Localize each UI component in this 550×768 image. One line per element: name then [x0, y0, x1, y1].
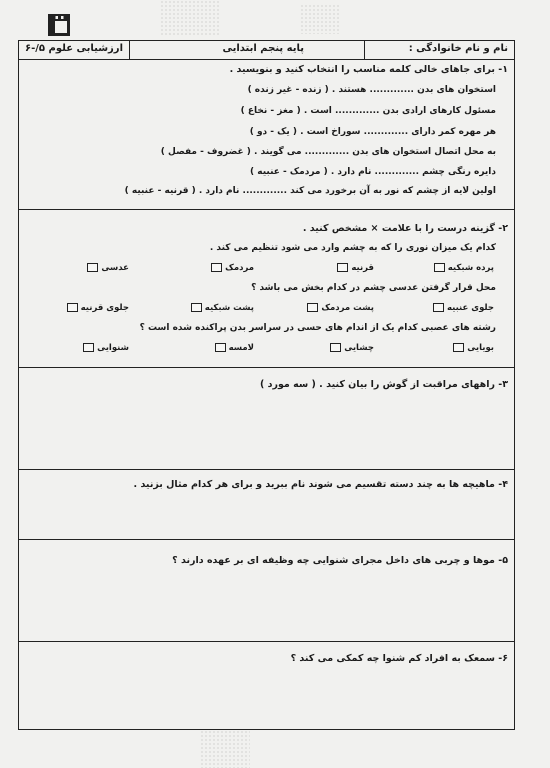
q2-option-label: عدسی — [101, 263, 129, 273]
q2-option[interactable] — [80, 343, 129, 353]
q2-option[interactable] — [334, 263, 374, 273]
q2-option[interactable] — [208, 263, 254, 273]
q2-option-label: لامسه — [228, 343, 254, 353]
q2-option-label: پشت مردمک — [321, 303, 374, 313]
section-divider — [19, 641, 514, 642]
q4-title: ۴- ماهیچه ها به چند دسته تقسیم می شوند نام ببرید و برای هر کدام مثال بزنید . — [133, 479, 508, 490]
header-divider — [129, 41, 130, 59]
q1-item: استخوان های بدن ............. هستند . ( زنده - غیر زنده ) — [247, 85, 496, 95]
q2-question: رشته های عصبی کدام یک از اندام های حسی در سراسر بدن پراکنده شده است ؟ — [139, 323, 496, 333]
q3-title: ۳- راههای مراقبت از گوش را بیان کنید . ( سه مورد ) — [259, 379, 508, 390]
q2-option-label: قرنیه — [351, 263, 374, 273]
q2-title: ۲- گزینه درست را با علامت × مشخص کنید . — [302, 223, 508, 234]
checkbox[interactable] — [337, 263, 348, 272]
scan-noise — [300, 4, 340, 34]
q2-option[interactable] — [431, 263, 494, 273]
q2-option-label: چشایی — [344, 343, 374, 353]
scan-noise — [160, 0, 220, 36]
q1-item: اولین لایه از چشم که نور به آن برخورد می کند ............. نام دارد . ( قرنیه - عنبیه ) — [124, 186, 496, 196]
q1-title: ۱- برای جاهای خالی کلمه مناسب را انتخاب کنید و بنویسید . — [229, 64, 508, 75]
checkbox[interactable] — [83, 343, 94, 352]
q1-item: به محل اتصال استخوان های بدن ............. می گویند . ( غضروف - مفصل ) — [160, 147, 496, 157]
q2-option[interactable] — [450, 343, 494, 353]
q5-title: ۵- موها و چربی های داخل مجرای شنوایی چه وظیفه ای بر عهده دارند ؟ — [172, 555, 508, 566]
section-divider — [19, 209, 514, 210]
q2-option[interactable] — [430, 303, 494, 313]
section-divider — [19, 469, 514, 470]
checkbox[interactable] — [307, 303, 318, 312]
section-divider — [19, 539, 514, 540]
qr-code-icon — [48, 14, 70, 36]
q2-option-label: شنوایی — [97, 343, 129, 353]
q6-title: ۶- سمعک به افراد کم شنوا چه کمکی می کند ؟ — [290, 653, 508, 664]
checkbox[interactable] — [191, 303, 202, 312]
q2-option[interactable] — [212, 343, 254, 353]
checkbox[interactable] — [87, 263, 98, 272]
q2-option[interactable] — [84, 263, 129, 273]
q2-option-label: جلوی قرنیه — [80, 303, 129, 313]
scan-noise — [200, 730, 250, 768]
q2-question: کدام یک میزان نوری را که به چشم وارد می شود تنظیم می کند . — [209, 243, 496, 253]
header-row — [19, 41, 514, 60]
student-name-label: نام و نام خانوادگی : — [408, 43, 508, 54]
checkbox[interactable] — [67, 303, 78, 312]
checkbox[interactable] — [330, 343, 341, 352]
checkbox[interactable] — [433, 303, 444, 312]
grade-label: پایه پنجم ابتدایی — [222, 43, 304, 54]
exam-frame — [18, 40, 515, 730]
q1-item: مسئول کارهای ارادی بدن ............. است . ( مغز - نخاع ) — [240, 106, 496, 116]
q2-option[interactable] — [64, 303, 129, 313]
q2-option-label: بویایی — [467, 343, 494, 353]
q2-option-label: پرده شبکیه — [447, 263, 494, 273]
checkbox[interactable] — [211, 263, 222, 272]
q2-option[interactable] — [304, 303, 374, 313]
checkbox[interactable] — [434, 263, 445, 272]
q1-item: دایره رنگی چشم ............. نام دارد . ( مردمک - عنبیه ) — [250, 167, 496, 177]
checkbox[interactable] — [215, 343, 226, 352]
q2-option[interactable] — [188, 303, 254, 313]
q2-option-label: مردمک — [225, 263, 254, 273]
header-divider — [364, 41, 365, 59]
section-divider — [19, 367, 514, 368]
checkbox[interactable] — [453, 343, 464, 352]
q1-item: هر مهره کمر دارای ............. سوراخ است . ( یک - دو ) — [249, 127, 496, 137]
q2-option-label: جلوی عنبیه — [446, 303, 494, 313]
q2-question: محل قرار گرفتن عدسی چشم در کدام بخش می باشد ؟ — [251, 283, 496, 293]
q2-option-label: پشت شبکیه — [204, 303, 254, 313]
q2-option[interactable] — [327, 343, 374, 353]
subject-label: ارزشیابی علوم ۵/-۶ — [25, 43, 123, 54]
